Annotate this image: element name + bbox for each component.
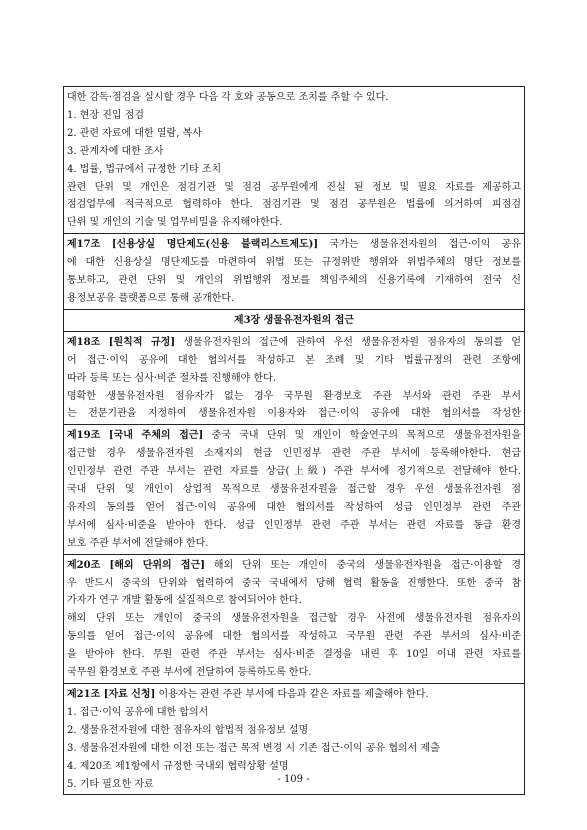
table-row	[64, 425, 525, 554]
chapter-title: 제3장 생물유전자원의 접근	[233, 314, 355, 326]
article-heading: 제17조 [신용상실 명단제도(신용 블랙리스트제도)]	[67, 239, 319, 251]
article-text: 중국 국내 단위 및 개인이 학술연구의 목적으로 생물유전자원을	[203, 430, 521, 442]
text-line: 국내 단위 및 개인이 상업적 목적으로 생물유전자원을 접근할 경우 우선 생물유전자원 점	[67, 484, 521, 496]
text-line: 대한 감독·점검을 실시할 경우 다음 각 호와 공동으로 조치를 추할 수 있다.	[67, 92, 389, 103]
article-heading: 제20조 [해외 단위의 접근]	[67, 559, 205, 571]
text-line: 유자의 동의를 얻어 접근·이익 공유에 대한 협의서를 작성하여 성급 인민정부 관련 주관	[67, 501, 521, 513]
text-line: 5. 기타 필요한 자료	[67, 778, 154, 790]
text-line	[67, 236, 521, 254]
text-line: 3. 생물유전자원에 대한 이전 또는 접근 목적 변경 시 기존 접근·이익 공유 협의서 제출	[67, 742, 440, 754]
page-number: - 109 -	[277, 774, 310, 785]
table-row	[64, 234, 525, 310]
text-line: 에 대한 신용상실 명단제도를 마련하여 위법 또는 규정위반 행위와 위법주체의 명단 정보를	[67, 257, 521, 269]
text-line: 명확한 생물유전자원 점유자가 없는 경우 국무원 환경보호 주관 부서와 관련 주관 부서	[67, 390, 521, 402]
text-line: 국무원 환경보호 주관 부서에 전달하여 등록하도록 한다.	[67, 667, 312, 679]
text-line	[67, 557, 521, 575]
article-heading: 제19조 [국내 주체의 접근]	[67, 430, 204, 442]
text-line: 동의를 얻어 접근·이익 공유에 대한 협의서를 작성하고 국무원 관련 주관 부서의 심사·비준	[67, 631, 521, 643]
text-line: 2. 관련 자료에 대한 열람, 복사	[67, 127, 202, 139]
text-line: 1. 접근·이익 공유에 대한 합의서	[67, 706, 209, 718]
text-line: 4. 법률, 법규에서 규정한 기타 조치	[67, 163, 222, 175]
text-line: 1. 현장 진입 점검	[67, 109, 145, 121]
table-row	[64, 331, 525, 425]
text-line: 점검업무에 적극적으로 협력하야 한다. 점검기관 및 점검 공무원은 법률에 의거하여 피점검	[67, 199, 521, 211]
text-line: 관련 단위 및 개인은 점검기관 및 점검 공무원에게 진실 된 정보 및 필요 자료를 제공하고	[67, 181, 521, 193]
text-line: 용정보공유 플랫폼으로 통해 공개한다.	[67, 292, 235, 304]
article-text: 생물유전자원의 접근에 관하여 우선 생물유전자원 점유자의 동의를 얻	[175, 336, 521, 348]
article-cell	[64, 234, 525, 310]
article-text: 해외 단위 또는 개인이 중국의 생물유전자원을 접근·이용할 경	[204, 559, 521, 571]
text-line: 2. 생물유전자원에 대한 점유자의 합법적 점유정보 설명	[67, 724, 309, 736]
text-line: 인민정부 관련 주관 부서는 관련 자료를 상급(上級) 주관 부서에 정기적으로 전달해야 한다.	[67, 466, 521, 478]
text-line: 따라 등록 또는 심사·비준 절차를 진행해야 한다.	[67, 372, 276, 384]
text-line: 접근할 경우 생물유전자원 소재지의 현급 인민정부 관련 주관 부서에 등록해야한다. 현급	[67, 448, 521, 460]
table-row	[64, 309, 525, 331]
text-line: 을 받아야 한다. 무원 관련 주관 부서는 심사·비준 결정을 내린 후 10일 이내 관련 자료를	[67, 649, 521, 661]
text-line: 3. 관계자에 대한 조사	[67, 145, 164, 157]
article-text: 국가는 생물유전자원의 접근·이익 공유	[318, 239, 521, 251]
table-row	[64, 87, 525, 234]
text-line: 어 접근·이익 공유에 대한 협의서를 작성하고 본 조례 및 기타 법률규정의 관련 조항에	[67, 354, 521, 366]
article-heading: 제18조 [원칙적 규정]	[67, 336, 176, 348]
text-line: 부서에 심사·비준을 받아야 한다. 성급 인민정부 관련 주관 부서는 관련 자료를 동급 환경	[67, 519, 521, 531]
text-line	[67, 686, 521, 704]
text-line: 통보하고, 관련 단위 및 개인의 위법행위 정보를 책임주체의 신용기록에 기재하여 전국 신	[67, 275, 521, 287]
text-line	[67, 334, 521, 352]
text-line: 우 반드시 중국의 단위와 협력하여 중국 국내에서 당해 협력 활동을 진행한다. 또한 중국 참	[67, 577, 521, 589]
article-text: 이용자는 관련 주관 부서에 다음과 같은 자료를 제출해야 한다.	[155, 689, 429, 700]
article-heading: 제21조 [자료 신청]	[67, 689, 156, 700]
text-line: 는 전문기관을 지정하여 생물유전자원 이용자와 접근·이익 공유에 대한 협의서를 작성한	[67, 408, 521, 420]
table-row	[64, 554, 525, 683]
text-line: 4. 제20조 제1항에서 규정한 국내외 협력상황 설명	[67, 760, 289, 772]
article-cell	[64, 425, 525, 554]
text-line: 해외 단위 또는 개인이 중국의 생물유전자원을 접근할 경우 사전에 생물유전자원 점유자의	[67, 613, 521, 625]
article-cell	[64, 554, 525, 683]
text-line: 가자가 연구 개발 활동에 실질적으로 참여되어야 한다.	[67, 595, 302, 607]
text-line	[67, 427, 521, 445]
text-line: 보호 주관 부서에 전달해야 한다.	[67, 537, 209, 549]
regulation-table	[63, 86, 525, 795]
text-line: 단위 및 개인의 기술 및 업무비밀을 유지해야한다.	[67, 217, 283, 229]
article-cell	[64, 331, 525, 425]
chapter-heading-cell	[64, 309, 525, 331]
article-cell	[64, 87, 525, 234]
